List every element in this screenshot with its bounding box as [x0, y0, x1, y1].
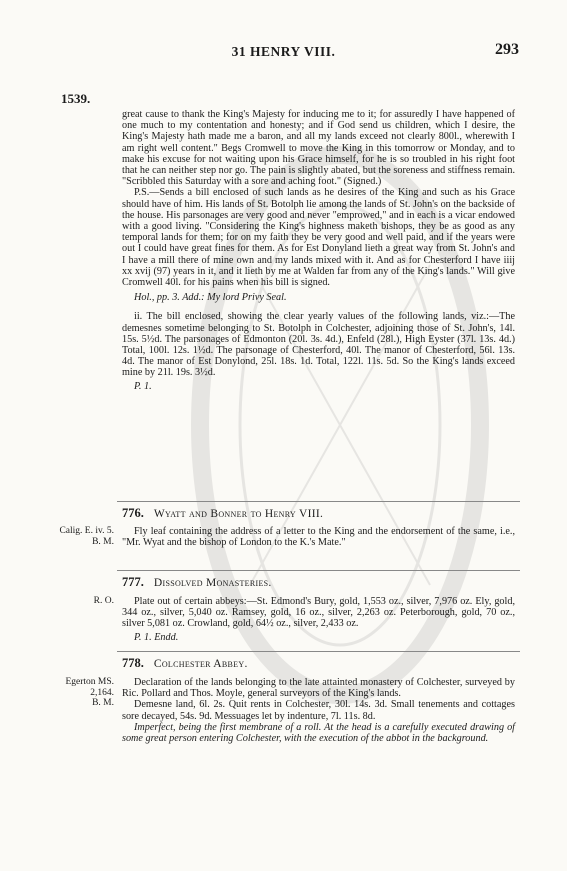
intro-page-note: P. 1. [134, 380, 152, 392]
intro-bill-enclosed: ii. The bill enclosed, showing the clear yearly values of the following lands, viz.:—The demesnes sometime belonging to St. Botolph in Colchester, adjoining those of St. John's, 14l. 15s. 5½d. The parsonages of Edmonton (20l. 3s. 4d.), Enfeld (28l.), High Eyster (37l. 13s. 4d.) Total, 100l. 12s. 1½d. The parsonage of Chesterford, 40l. The manor of Chesterford, 56l. 13s. 4d. The manor of Est Donylond, 25l. 18s. 1d. Total, 122l. 11s. 5d. So the King's lands exceed mine by 21l. 19s. 3½d. [122, 311, 515, 379]
divider [117, 651, 520, 652]
entry-777-text: Plate out of certain abbeys:—St. Edmond's Bury, gold, 1,553 oz., silver, 7,976 oz. Ely, gold, 344 oz., silver, 5,040 oz. Ramsey, gold, 16 oz., silver, 2,263 oz. Peterborough, gold, 70 oz., silver 5,081 oz. Crowland, gold, 64½ oz., silver, 2,433 oz. P. 1. Endd. [122, 596, 515, 643]
entry-title: Dissolved Monasteries. [153, 577, 272, 589]
intro-text [122, 109, 515, 392]
entry-number: 778. [122, 656, 144, 670]
entry-777-margin: R. O. [93, 596, 114, 606]
entry-776-margin: Calig. E. iv. 5. B. M. [59, 526, 114, 547]
intro-postscript: P.S.—Sends a bill enclosed of such lands as he desires of the King and such as his Grace should have of him. His lands of St. Botolph lie among the lands of St. John's on the backside of the house. His parsonages are very good and never "emprowed," and in each is a vicar endowed with a good living. "Considering the King's highness maketh bishops, they be as good as any temporal lands for them; for on my faith they be very good and well paid, and if the years were out I could have great fines for them. As for Est Donyland lieth a great way from St. John's and I have a mill there of mine own and my lands mixed with it. And as for Chesterford I have iiij xx xvij (97) years in it, and it lieth by me at Walden far from any of the King's lands." Will give Cromwell 40l. for his pains when his bill is signed. [122, 187, 515, 289]
year-margin: 1539. [61, 91, 91, 106]
entry-776-heading [122, 506, 323, 521]
entry-776-text: Fly leaf containing the address of a letter to the King and the endorsement of the same, i.e., "Mr. Wyat and the bishop of London to the K.'s Mate." [122, 526, 515, 549]
entry-number: 777. [122, 575, 144, 589]
entry-777-heading [122, 575, 272, 590]
page-number: 293 [495, 41, 519, 58]
intro-source-note: Hol., pp. 3. Add.: My lord Privy Seal. [134, 292, 287, 304]
divider [117, 501, 520, 502]
entry-title: Colchester Abbey. [153, 658, 248, 670]
entry-number: 776. [122, 506, 144, 520]
entry-778-margin: Egerton MS. 2,164. B. M. [65, 677, 114, 708]
entry-title: Wyatt and Bonner to Henry VIII. [153, 508, 324, 520]
intro-paragraph-1: great cause to thank the King's Majesty for inducing me to it; for assuredly I have happened of one much to my contentation and honesty; and if God send us children, which I desire, the King's Majesty hath made me a baron, and all my lands exceed not clearly 800l., wherewith I am right well content." Begs Cromwell to move the King in this tomorrow or Monday, and to make his excuse for not waiting upon his Grace himself, for he is so troubled in his right foot that he can neither step nor go. The pain is slightly abated, but the soreness and stiffness remain. "Scribbled this Saturday with a sore and aching foot." (Signed.) [122, 109, 515, 188]
entry-778-text: Declaration of the lands belonging to the late attainted monastery of Colchester, surveyed by Ric. Pollard and Thos. Moyle, general surveyors of the King's lands. Demesne land, 6l. 2s. Quit rents in Colchester, 30l. 14s. 3d. Small tenements and cottages sore decayed, 54s. 9d. Messuages let by indenture, 7l. 11s. 8d. Imperfect, being the first membrane of a roll. At the head is a carefully executed drawing of some great person entering Colchester, with the execution of the abbot in the background. [122, 677, 515, 745]
divider [117, 570, 520, 571]
entry-778-heading [122, 656, 248, 671]
running-title: 31 HENRY VIII. [231, 44, 336, 59]
